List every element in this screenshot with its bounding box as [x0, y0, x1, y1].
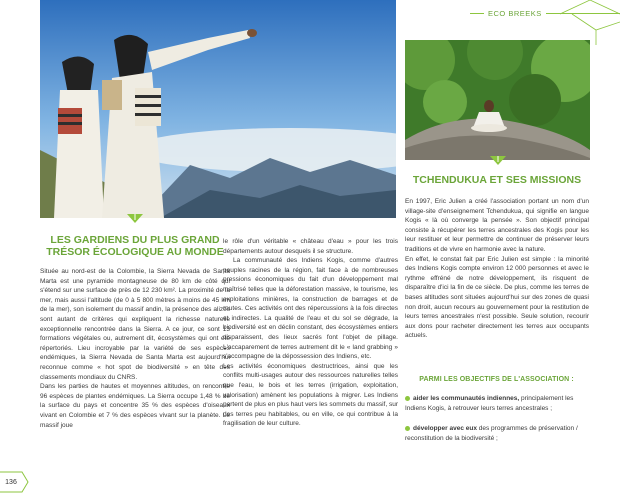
paragraph: La communauté des Indiens Kogis, comme d'autres peuples racines de la région, fait face à de nombreuses pressions économiques du fait d'un développement mal maîtrisé telles que la déforestation massive, le tourisme, les exploitations minières, la construction de barrages et de routes. Ces activités ont des répercussions à la fois directes et indirectes. La qualité de l'eau et du sol se dégrade, la biodiversité est en déclin constant, des écosystèmes entiers disparaissent, des lieux sacrés font l'objet de pillage. L'accaparement de terres autrement dit le « land grabbing » s'accompagne de la dépossession des Indiens, etc.: [223, 257, 398, 361]
left-article-title: [40, 234, 230, 258]
page-number: 136: [0, 476, 22, 490]
objective-lead: développer avec eux: [413, 425, 477, 432]
left-column: [40, 267, 230, 430]
paragraph: Les activités économiques destructrices, ainsi que les conflits multi-usages autour des ressources naturelles telles que l'eau, le bois et les terres (irrigation, exploitation, valorisation) amènent les populations à migrer. Les Indiens partent de plus en plus haut vers les sommets du massif, sur des terres peu habitables, ou en ville, ce qui contribue à la fragilisation de leur culture.: [223, 362, 398, 428]
bullet-dot-icon: [405, 426, 410, 431]
objective-lead: aider les communautés indiennes,: [413, 395, 520, 402]
middle-column: [223, 237, 398, 429]
caption-marker-icon: [127, 214, 143, 223]
caption-marker-icon: [490, 156, 506, 165]
objective-item: [405, 394, 589, 413]
objective-text: principalement les Indiens Kogis, à retrouver leurs terres ancestrales ;: [405, 395, 574, 412]
geometric-deco-icon: [560, 0, 620, 45]
paragraph: Située au nord-est de la Colombie, la Sierra Nevada de Santa Marta est une pyramide montagneuse de 80 km de côté qui s'étend sur une surface de près de 12 230 km². La proximité de la mer, mais aussi l'altitude (de 0 à 5 800 mètres à moins de 45 km de la mer), son isolement du massif andin, la présence des alizés sont autant de critères qui expliquent la richesse naturelle exceptionnelle rencontrée dans la Sierra. A ce jour, ce sont 13 formations végétales ou, autrement dit, écosystèmes qui ont été répertoriés. Lieu incroyable par la variété de ses espèces endémiques, la Sierra Nevada de Santa Marta est aujourd'hui reconnue comme « hot spot de biodiversité » en tête des classements mondiaux du CNRS.: [40, 268, 230, 381]
right-column: [405, 197, 589, 341]
paragraph: Dans les parties de hautes et moyennes altitudes, on rencontre 96 espèces de plantes endémiques. La Sierra occupe 1,48 % de la surface du pays et concentre 35 % des espèces d'oiseaux vivant en Colombie et 7 % des espèces vivant sur la planète. Le massif joue: [40, 383, 230, 429]
paragraph: En 1997, Eric Julien a créé l'association portant un nom d'un village-site d'enseignement Tchendukua, qui signifie en langue Kogis « là où converge la pensée ». Son objectif principal consiste à récupérer les terres ancestrales des Kogis pour les leur restituer et leur permettre de continuer de préserver leurs traditions et de vivre en harmonie avec la nature.: [405, 198, 589, 253]
objective-item: [405, 424, 589, 443]
bullet-dot-icon: [405, 396, 410, 401]
section-label: ECO BREEKS: [484, 9, 546, 18]
paragraph: le rôle d'un véritable « château d'eau » pour les trois départements autour desquels il se structure.: [223, 238, 398, 255]
title-line: TRÉSOR ÉCOLOGIQUE AU MONDE: [46, 246, 224, 258]
objective-text: des programmes de préservation / reconstitution de la biodiversité ;: [405, 425, 578, 442]
title-line: LES GARDIENS DU PLUS GRAND: [50, 234, 220, 246]
tchendukua-photo: [405, 40, 590, 160]
paragraph: En effet, le constat fait par Eric Julien est simple : la minorité des Indiens Kogis compte environ 12 000 personnes et avec le rythme effréné de notre développement, ils risquent de disparaître d'ici la fin de ce siècle. De plus, comme les terres de bases altitudes sont situées aujourd'hui sur des zones de quasi non droit, aucun recours au gouvernement pour la restitution de leurs terres ancestrales n'est possible. Seule solution, recourir aux dons pour racheter directement les terres aux occupants actuels.: [405, 255, 589, 340]
kogi-photo: [40, 0, 396, 218]
objectives-title: PARMI LES OBJECTIFS DE L'ASSOCIATION :: [419, 376, 574, 383]
right-article-title: TCHENDUKUA ET SES MISSIONS: [412, 174, 582, 186]
